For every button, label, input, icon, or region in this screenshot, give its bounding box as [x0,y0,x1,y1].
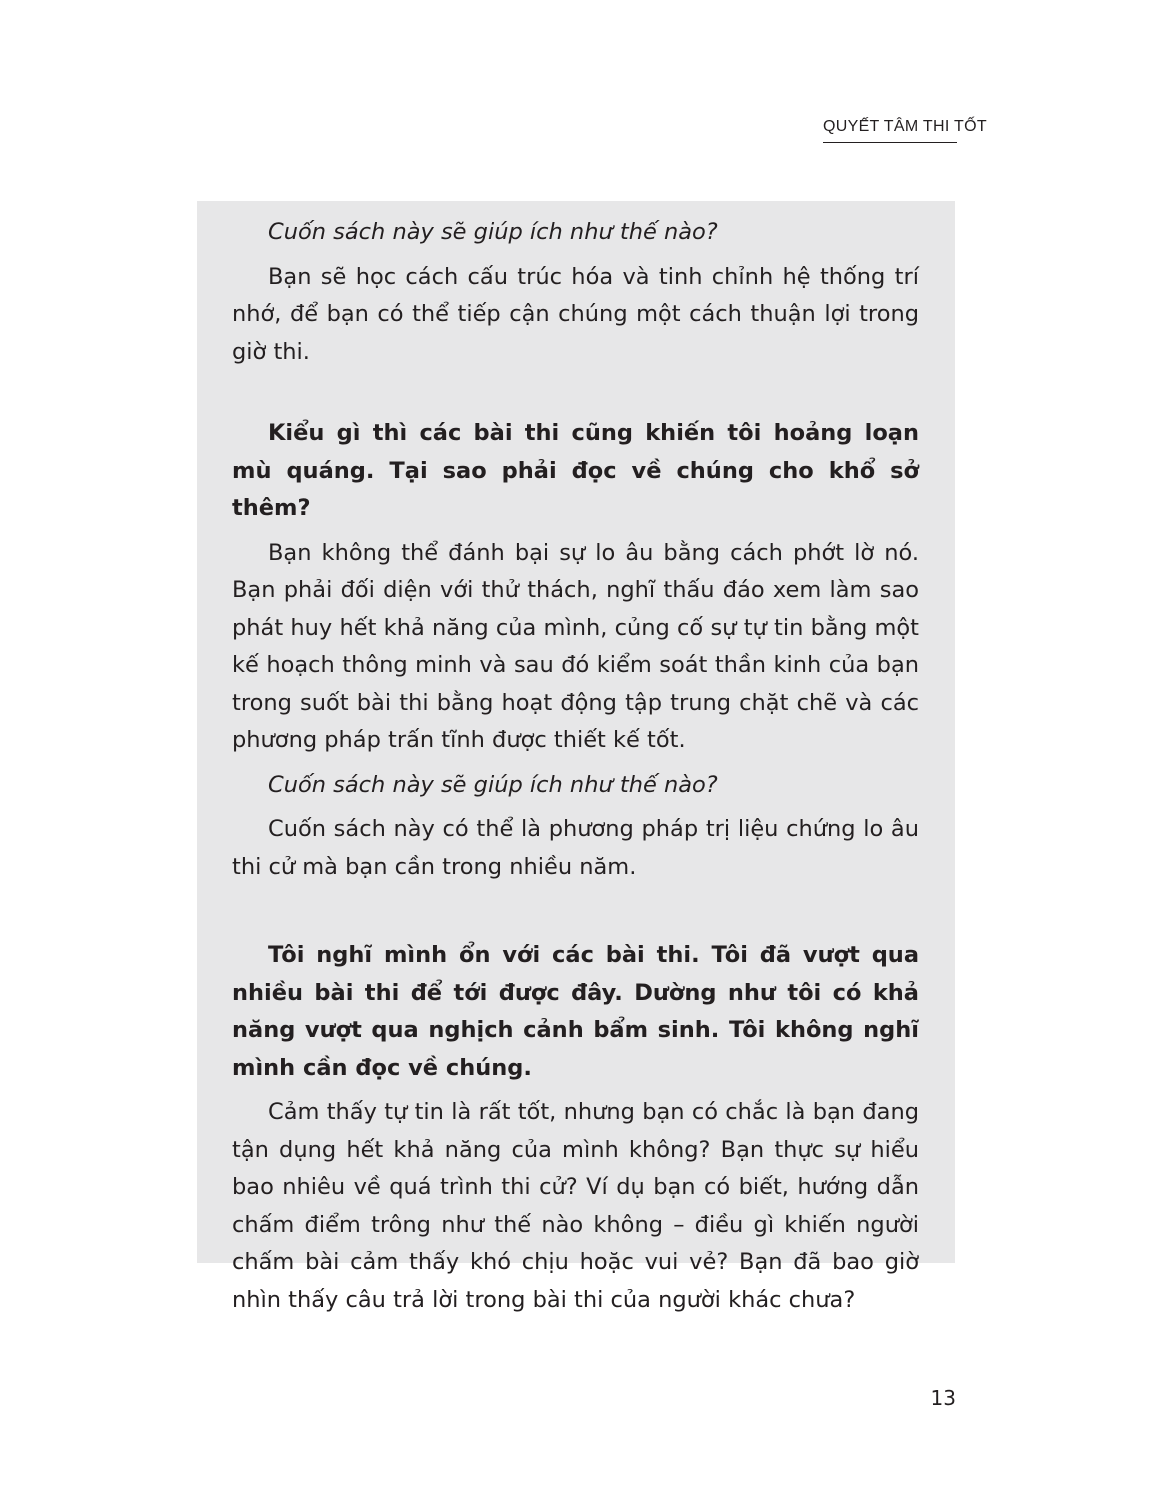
question-italic: Cuốn sách này sẽ giúp ích như thế nào? [268,771,718,798]
answer-paragraph: Cuốn sách này có thể là phương pháp trị liệu chứng lo âu thi cử mà bạn cần trong nhiều năm. [232,816,919,880]
question-italic: Cuốn sách này sẽ giúp ích như thế nào? [268,219,718,245]
panel-content [232,214,919,1319]
section-heading: Tôi nghĩ mình ổn với các bài thi. Tôi đã vượt qua nhiều bài thi để tới được đây. Dường như tôi có khả năng vượt qua nghịch cảnh bẩm sinh. Tôi không nghĩ mình cần đọc về chúng. [232,942,919,1081]
page-number: 13 [930,1386,956,1410]
section-heading: Kiểu gì thì các bài thi cũng khiến tôi hoảng loạn mù quáng. Tại sao phải đọc về chúng cho khổ sở thêm? [232,420,919,521]
body-paragraph: Bạn không thể đánh bại sự lo âu bằng cách phớt lờ nó. Bạn phải đối diện với thử thách, nghĩ thấu đáo xem làm sao phát huy hết khả năng của mình, củng cố sự tự tin bằng một kế hoạch thông minh và sau đó kiểm soát thần kinh của bạn trong suốt bài thi bằng hoạt động tập trung chặt chẽ và các phương pháp trấn tĩnh được thiết kế tốt. [232,539,919,753]
running-header: QUYẾT TÂM THI TỐT [823,118,957,143]
body-paragraph: Cảm thấy tự tin là rất tốt, nhưng bạn có chắc là bạn đang tận dụng hết khả năng của mình không? Bạn thực sự hiểu bao nhiêu về quá trình thi cử? Ví dụ bạn có biết, hướng dẫn chấm điểm trông như thế nào không – điều gì khiến người chấm bài cảm thấy khó chịu hoặc vui vẻ? Bạn đã bao giờ nhìn thấy câu trả lời trong bài thi của người khác chưa? [232,1099,919,1313]
answer-paragraph: Bạn sẽ học cách cấu trúc hóa và tinh chỉnh hệ thống trí nhớ, để bạn có thể tiếp cận chúng một cách thuận lợi trong giờ thi. [232,263,919,365]
